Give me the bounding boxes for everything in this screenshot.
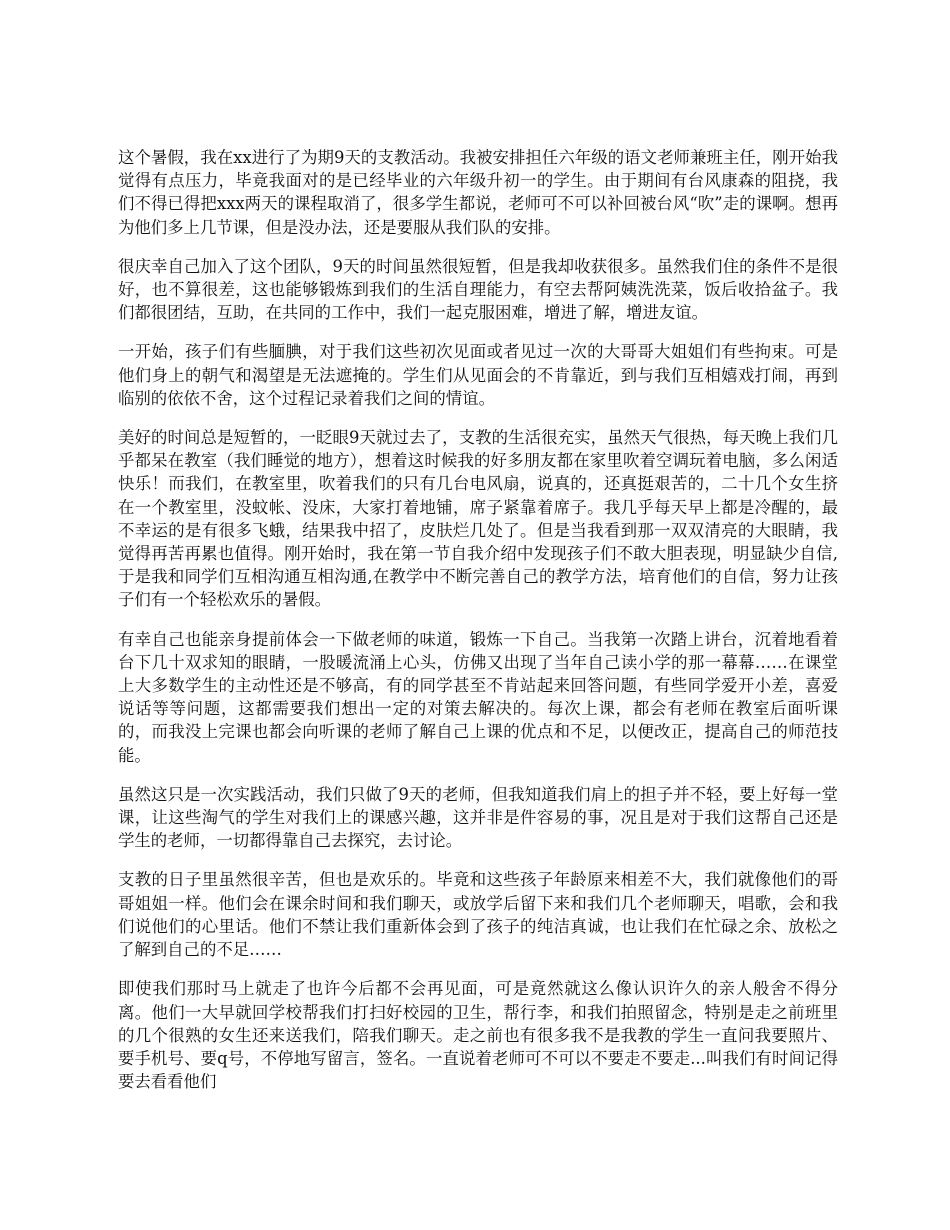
paragraph-1: 这个暑假，我在xx进行了为期9天的支教活动。我被安排担任六年级的语文老师兼班主任，刚开始我觉得有点压力，毕竟我面对的是已经毕业的六年级升初一的学生。由于期间有台风康森的阻挠，我们不得已得把xxx两天的课程取消了，很多学生都说，老师可不可以补回被台风“吹”走的课啊。想再为他们多上几节课，但是没办法，还是要服从我们队的安排。 — [118, 148, 838, 237]
paragraph-6: 虽然这只是一次实践活动，我们只做了9天的老师，但我知道我们肩上的担子并不轻，要上好每一堂课，让这些淘气的学生对我们上的课感兴趣，这并非是件容易的事，况且是对于我们这帮自己还是学生的老师，一切都得靠自己去探究，去讨论。 — [118, 784, 838, 851]
paragraph-7: 支教的日子里虽然很辛苦，但也是欢乐的。毕竟和这些孩子年龄原来相差不大，我们就像他们的哥哥姐姐一样。他们会在课余时间和我们聊天，或放学后留下来和我们几个老师聊天，唱歌，会和我们说他们的心里话。他们不禁让我们重新体会到了孩子的纯洁真诚，也让我们在忙碌之余、放松之了解到自己的不足…… — [118, 870, 838, 960]
paragraph-8: 即使我们那时马上就走了也许今后都不会再见面，可是竟然就这么像认识许久的亲人般舍不得分离。他们一大早就回学校帮我们打扫好校园的卫生，帮行李，和我们拍照留念，特别是走之前班里的几个很熟的女生还来送我们，陪我们聊天。走之前也有很多我不是我教的学生一直问我要照片、要手机号、要q号，不停地写留言，签名。一直说着老师可不可以不要走不要走...叫我们有时间记得要去看看他们 — [118, 979, 838, 1092]
paragraph-4: 美好的时间总是短暂的，一眨眼9天就过去了，支教的生活很充实，虽然天气很热，每天晚上我们几乎都呆在教室（我们睡觉的地方），想着这时候我的好多朋友都在家里吹着空调玩着电脑，多么闲适快乐！而我们，在教室里，吹着我们的只有几台电风扇，说真的，还真挺艰苦的，二十几个女生挤在一个教室里，没蚊帐、没床，大家打着地铺，席子紧靠着席子。我几乎每天早上都是冷醒的，最不幸运的是有很多飞蛾，结果我中招了，皮肤烂几处了。但是当我看到那一双双清亮的大眼睛，我觉得再苦再累也值得。刚开始时，我在第一节自我介绍中发现孩子们不敢大胆表现，明显缺少自信,于是我和同学们互相沟通互相沟通,在教学中不断完善自己的教学方法，培育他们的自信，努力让孩子们有一个轻松欢乐的暑假。 — [118, 428, 838, 610]
paragraph-5: 有幸自己也能亲身提前体会一下做老师的味道，锻炼一下自己。当我第一次踏上讲台，沉着地看着台下几十双求知的眼睛，一股暖流涌上心头，仿佛又出现了当年自己读小学的那一幕幕……在课堂上大多数学生的主动性还是不够高，有的同学甚至不肯站起来回答问题，有些同学爱开小差，喜爱说话等等问题，这都需要我们想出一定的对策去解决的。每次上课，都会有老师在教室后面听课的，而我没上完课也都会向听课的老师了解自己上课的优点和不足，以便改正，提高自己的师范技能。 — [118, 629, 838, 765]
document-body — [118, 146, 838, 1109]
paragraph-3: 一开始，孩子们有些腼腆，对于我们这些初次见面或者见过一次的大哥哥大姐姐们有些拘束。可是他们身上的朝气和渴望是无法遮掩的。学生们从见面会的不肯靠近，到与我们互相嬉戏打闹，再到临别的依依不舍，这个过程记录着我们之间的情谊。 — [118, 342, 838, 408]
paragraph-2: 很庆幸自己加入了这个团队，9天的时间虽然很短暂，但是我却收获很多。虽然我们住的条件不是很好，也不算很差，这也能够锻炼到我们的生活自理能力，有空去帮阿姨洗洗菜，饭后收拾盆子。我们都很团结，互助，在共同的工作中，我们一起克服困难，增进了解，增进友谊。 — [118, 256, 838, 323]
